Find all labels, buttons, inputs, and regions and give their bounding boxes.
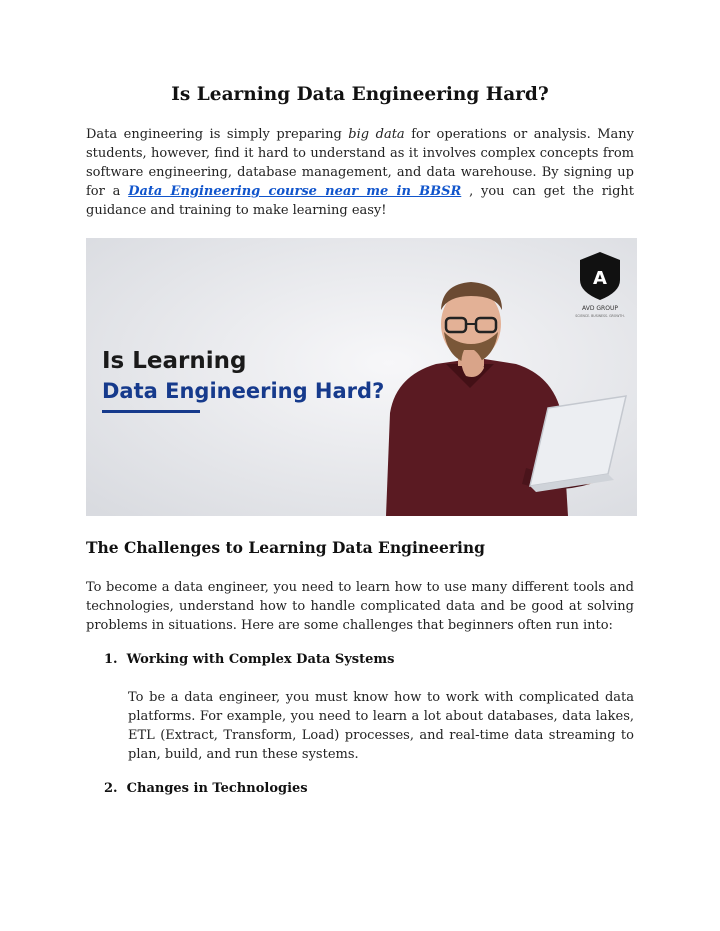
document-title: Is Learning Data Engineering Hard? bbox=[171, 84, 549, 105]
hero-headline-line1: Is Learning bbox=[102, 348, 247, 374]
avd-group-logo bbox=[575, 252, 624, 318]
list-item-1-number: 1. bbox=[104, 652, 118, 667]
intro-text-end: , you can get the right guidance and training to make learning easy! bbox=[86, 184, 634, 218]
intro-text-middle: for operations or analysis. Many students, however, find it hard to understand as it involves complex concepts from software engineering, database management, and data warehouse. By signing up for a bbox=[86, 127, 635, 199]
list-item-1-heading bbox=[104, 652, 394, 667]
list-item-1-title: Working with Complex Data Systems bbox=[126, 652, 395, 667]
logo-tagline: SCIENCE. BUSINESS. GROWTH. bbox=[575, 314, 625, 318]
section-heading: The Challenges to Learning Data Engineering bbox=[86, 538, 486, 557]
section-intro-paragraph: To become a data engineer, you need to learn how to use many different tools and technologies, understand how to handle complicated data and be good at solving problems in situations. Here are some challenges that beginners often run into: bbox=[86, 580, 634, 633]
intro-text-start: Data engineering is simply preparing bbox=[86, 127, 349, 142]
list-item-2-title: Changes in Technologies bbox=[126, 781, 308, 796]
hero-image bbox=[86, 238, 637, 516]
hero-underline bbox=[102, 410, 200, 413]
list-item-2-heading bbox=[104, 781, 308, 796]
logo-name: AVD GROUP bbox=[582, 305, 618, 312]
intro-italic-term: big data bbox=[348, 127, 405, 142]
list-item-2-number: 2. bbox=[104, 781, 118, 796]
hero-headline-line2: Data Engineering Hard? bbox=[102, 379, 385, 403]
course-link[interactable]: Data Engineering course near me in BBSR bbox=[128, 184, 462, 199]
intro-paragraph bbox=[86, 125, 634, 220]
hero-illustration bbox=[86, 238, 637, 516]
logo-letter: A bbox=[593, 268, 607, 289]
list-item-1-body: To be a data engineer, you must know how to work with complicated data platforms. For example, you need to learn a lot about databases, data lakes, ETL (Extract, Transform, Load) processes, and real-time data streaming to plan, build, and run these systems. bbox=[128, 690, 634, 762]
